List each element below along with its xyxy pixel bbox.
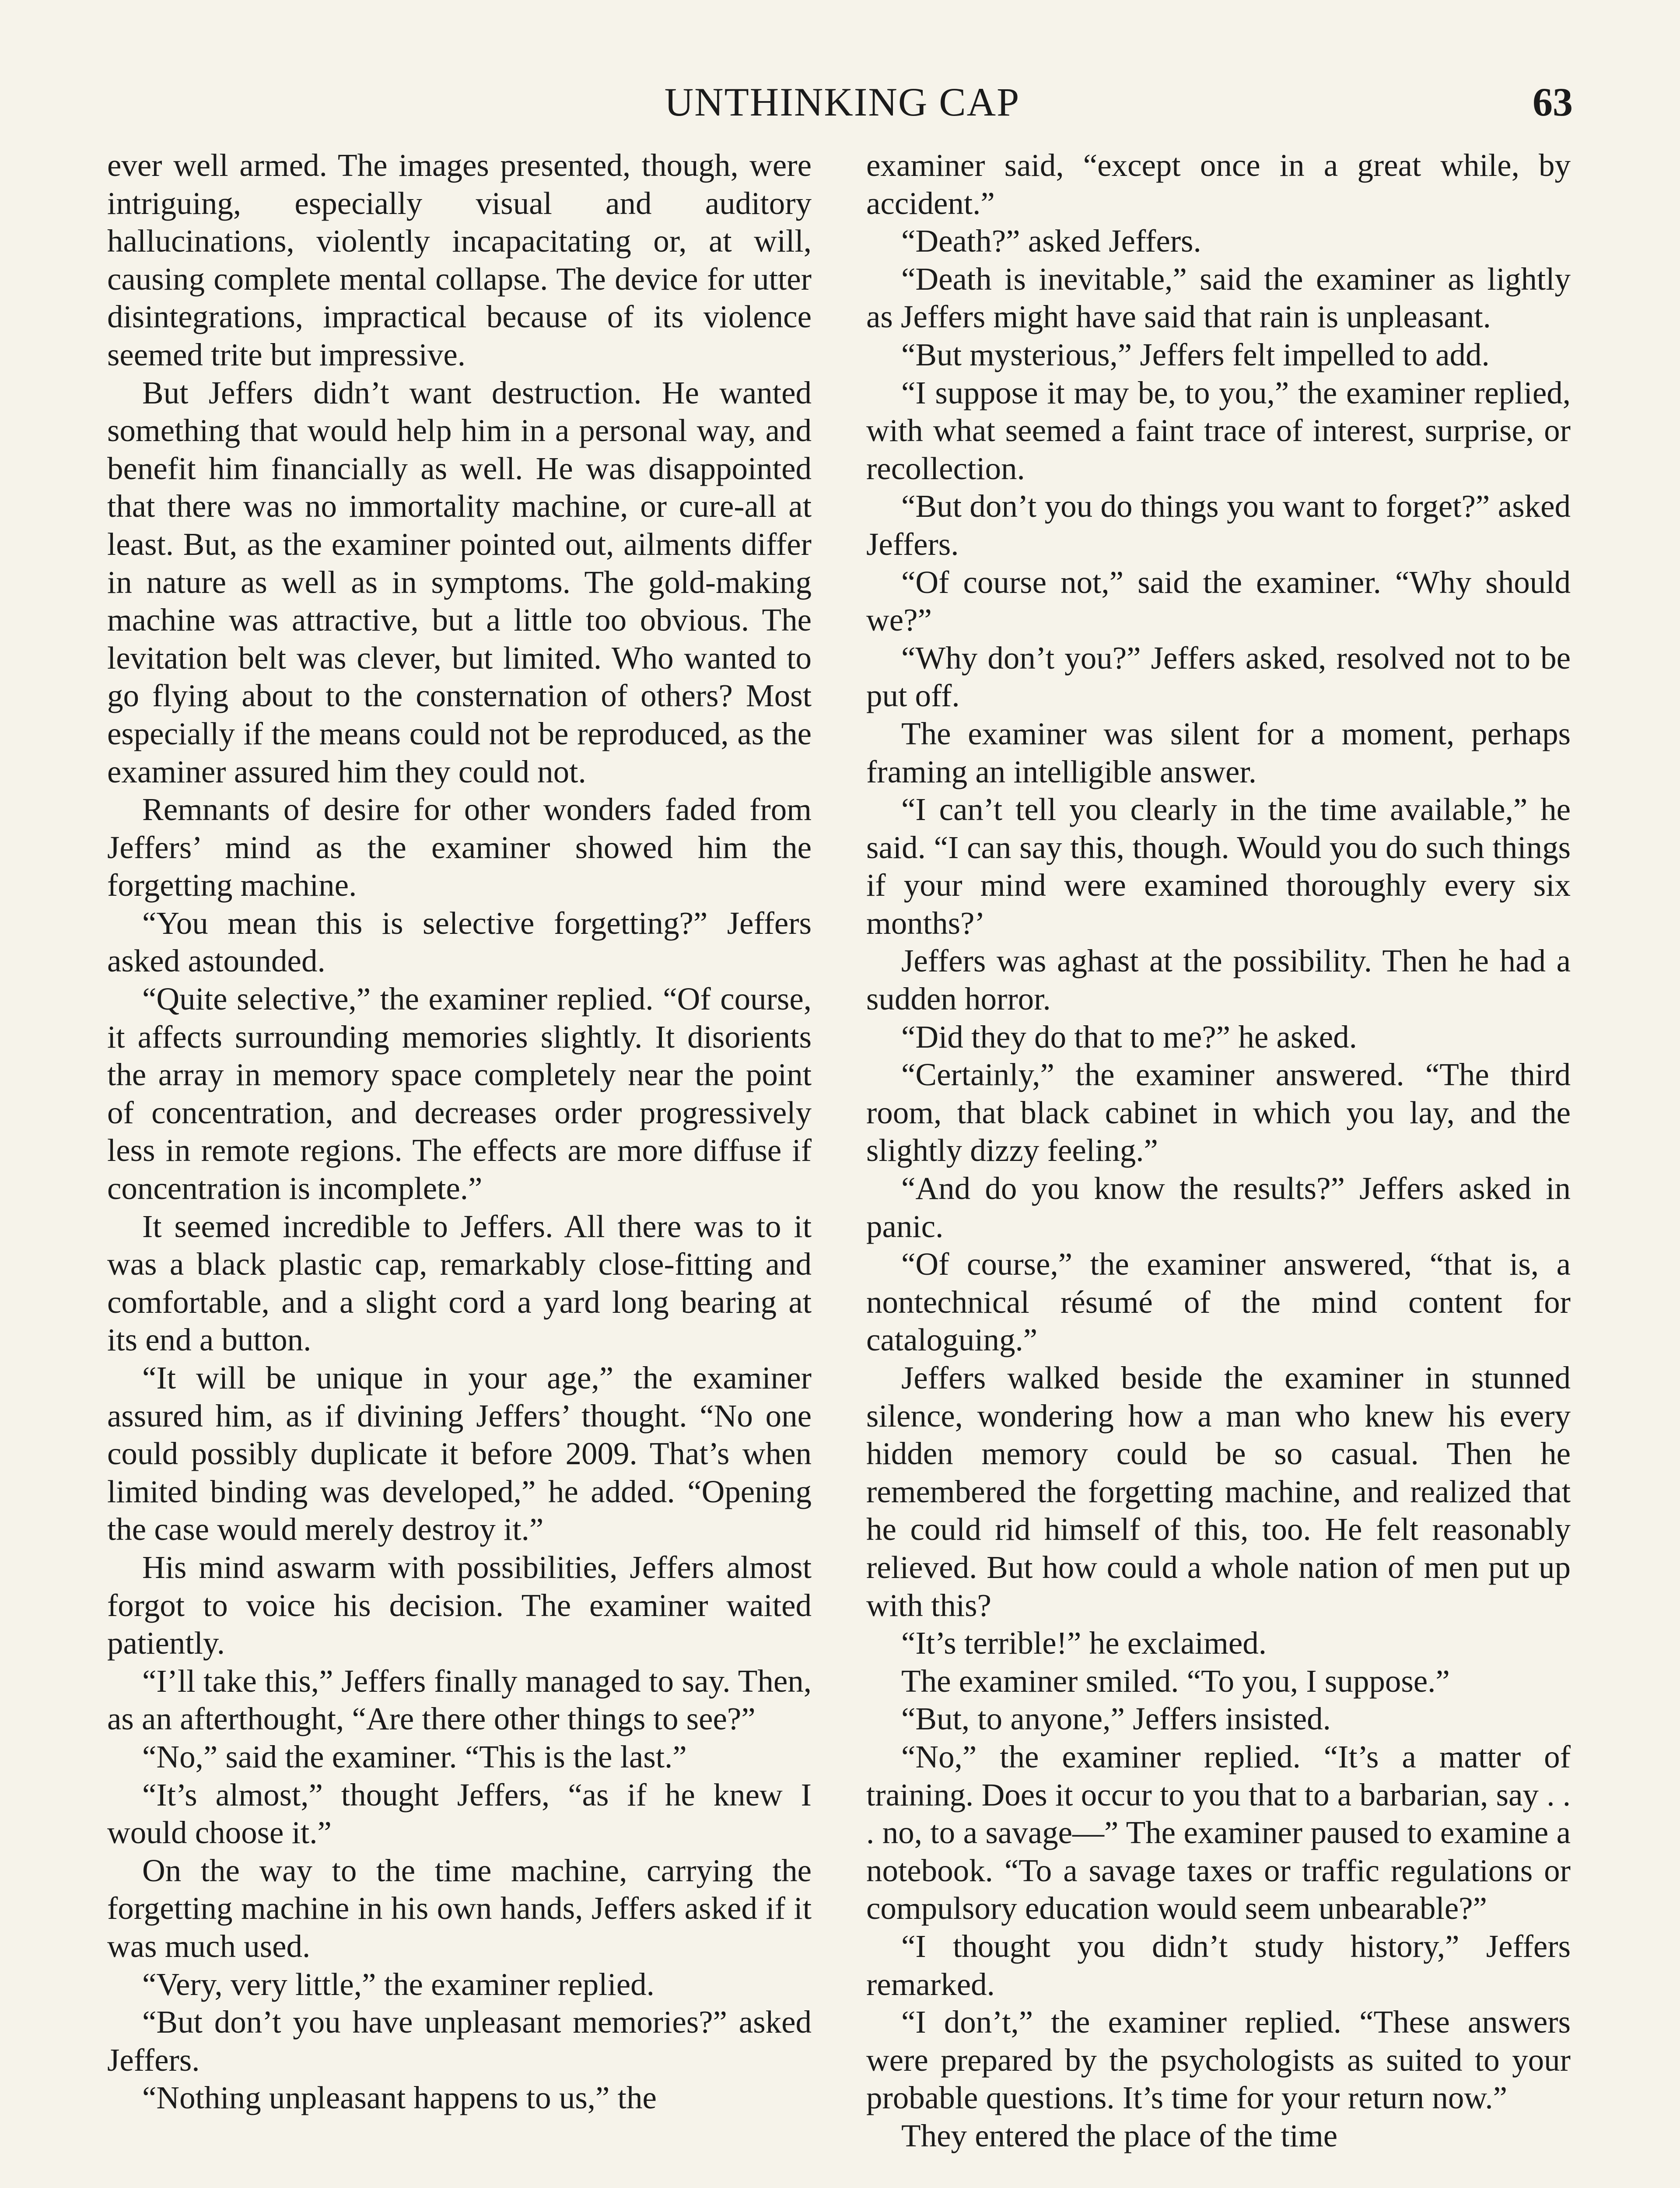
paragraph: “But, to anyone,” Jeffers insisted. [901, 1701, 1331, 1737]
paragraph: “It will be unique in your age,” the examiner assured him, as if divining Jeffers’ thought. “No one could possibly duplicate it before 2009. That’s when limited binding was developed,” he added. “Opening the case would merely destroy it.” [107, 1360, 812, 1547]
right-column [866, 147, 1571, 2188]
paragraph: “Nothing unpleasant happens to us,” the [142, 2080, 657, 2116]
paragraph: “I can’t tell you clearly in the time available,” he said. “I can say this, though. Would you do such things if your mind were examined thoroughly every six months?’ [866, 792, 1571, 941]
paragraph: “But mysterious,” Jeffers felt impelled to add. [901, 337, 1490, 372]
paragraph: The examiner was silent for a moment, perhaps framing an intelligible answer. [866, 715, 1571, 789]
page-header [0, 78, 1680, 126]
paragraph: “It’s almost,” thought Jeffers, “as if he knew I would choose it.” [107, 1777, 812, 1851]
paragraph: “No,” said the examiner. “This is the last.” [142, 1739, 687, 1774]
running-title: UNTHINKING CAP [664, 80, 1020, 124]
paragraph: ever well armed. The images presented, though, were intriguing, especially visual and auditory hallucinations, violently incapacitating or, at will, causing complete mental collapse. The device for utter disintegrations, impractical because of its violence seemed trite but impressive. [107, 147, 812, 372]
paragraph: “No,” the examiner replied. “It’s a matter of training. Does it occur to you that to a barbarian, say . . . no, to a savage—” The examiner paused to examine a notebook. “To a savage taxes or traffic regulations or compulsory education would seem unbearable?” [866, 1739, 1571, 1926]
paragraph: “Of course not,” said the examiner. “Why should we?” [866, 564, 1571, 638]
paragraph: examiner said, “except once in a great while, by accident.” [866, 147, 1571, 221]
paragraph: They entered the place of the time [901, 2118, 1338, 2153]
paragraph: “You mean this is selective forgetting?” Jeffers asked astounded. [107, 905, 812, 979]
paragraph: “Quite selective,” the examiner replied. “Of course, it affects surrounding memories slightly. It disorients the array in memory space completely near the point of concentration, and decreases order progressively less in remote regions. The effects are more diffuse if concentration is incomplete.” [107, 981, 812, 1206]
paragraph: “I thought you didn’t study history,” Jeffers remarked. [866, 1928, 1571, 2002]
paragraph: “I’ll take this,” Jeffers finally managed to say. Then, as an afterthought, “Are there other things to see?” [107, 1663, 812, 1737]
paragraph: On the way to the time machine, carrying the forgetting machine in his own hands, Jeffers asked if it was much used. [107, 1852, 812, 1964]
paragraph: “Very, very little,” the examiner replied. [142, 1966, 654, 2002]
paragraph: His mind aswarm with possibilities, Jeffers almost forgot to voice his decision. The examiner waited patiently. [107, 1549, 812, 1661]
paragraph: “Death?” asked Jeffers. [901, 223, 1201, 259]
paragraph: “It’s terrible!” he exclaimed. [901, 1625, 1267, 1661]
paragraph: “Of course,” the examiner answered, “that is, a nontechnical résumé of the mind content for cataloguing.” [866, 1246, 1571, 1358]
paragraph: It seemed incredible to Jeffers. All there was to it was a black plastic cap, remarkably close-fitting and comfortable, and a slight cord a yard long bearing at its end a button. [107, 1208, 812, 1358]
paragraph: “But don’t you do things you want to forget?” asked Jeffers. [866, 488, 1571, 562]
page-number: 63 [1533, 80, 1573, 124]
paragraph: “Certainly,” the examiner answered. “The third room, that black cabinet in which you lay, and the slightly dizzy feeling.” [866, 1057, 1571, 1168]
paragraph: “I don’t,” the examiner replied. “These answers were prepared by the psychologists as suited to your probable questions. It’s time for your return now.” [866, 2004, 1571, 2116]
paragraph: “Did they do that to me?” he asked. [901, 1019, 1357, 1055]
paragraph: “I suppose it may be, to you,” the examiner replied, with what seemed a faint trace of interest, surprise, or recollection. [866, 375, 1571, 486]
paragraph: “Why don’t you?” Jeffers asked, resolved not to be put off. [866, 640, 1571, 714]
paragraph: Jeffers was aghast at the possibility. Then he had a sudden horror. [866, 943, 1571, 1017]
left-column [107, 147, 812, 2188]
paragraph: The examiner smiled. “To you, I suppose.” [901, 1663, 1450, 1699]
paragraph: Jeffers walked beside the examiner in stunned silence, wondering how a man who knew his every hidden memory could be so casual. Then he remembered the forgetting machine, and realized that he could rid himself of this, too. He felt reasonably relieved. But how could a whole nation of men put up with this? [866, 1360, 1571, 1623]
paragraph: “Death is inevitable,” said the examiner as lightly as Jeffers might have said that rain is unpleasant. [866, 261, 1571, 335]
paragraph: “And do you know the results?” Jeffers asked in panic. [866, 1171, 1571, 1244]
paragraph: But Jeffers didn’t want destruction. He wanted something that would help him in a personal way, and benefit him financially as well. He was disappointed that there was no immortality machine, or cure-all at least. But, as the examiner pointed out, ailments differ in nature as well as in symptoms. The gold-making machine was attractive, but a little too obvious. The levitation belt was clever, but limited. Who wanted to go flying about to the consternation of others? Most especially if the means could not be reproduced, as the examiner assured him they could not. [107, 375, 812, 789]
paragraph: Remnants of desire for other wonders faded from Jeffers’ mind as the examiner showed him the forgetting machine. [107, 792, 812, 903]
paragraph: “But don’t you have unpleasant memories?” asked Jeffers. [107, 2004, 812, 2078]
